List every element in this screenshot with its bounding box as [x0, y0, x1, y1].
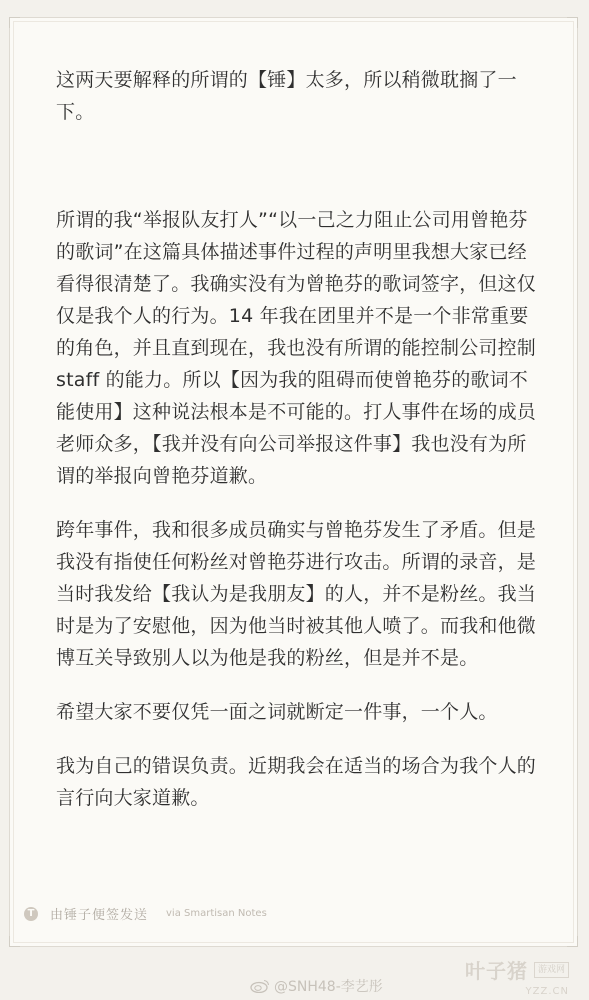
footer-sent-text: 由锤子便签发送 — [50, 908, 149, 923]
corner-bottom-right — [567, 936, 578, 947]
footer-via-text: via Smartisan Notes — [166, 908, 267, 919]
paragraph-apology: 我为自己的错误负责。近期我会在适当的场合为我个人的言行向大家道歉。 — [56, 755, 537, 809]
site-name: 叶子猪 — [464, 959, 528, 983]
weibo-watermark — [250, 976, 383, 996]
corner-bottom-left — [9, 936, 20, 947]
paragraph-statement: 所谓的我“举报队友打人”“以一己之力阻止公司用曾艳芬的歌词”在这篇具体描述事件过程的声明里我想大家已经看得很清楚了。我确实没有为曾艳芬的歌词签字，但这仅仅是我个人的行为。14 年我在团里并不是一个非常重要的角色，并且直到现在，我也没有所谓的能控制公司控制 staff 的能力。所以【因为我的阻碍而使曾艳芬的歌词不能使用】这种说法根本是不可能的。打人事件在场的成员老师众多，【我并没有向公司举报这件事】我也没有为所谓的举报向曾艳芬道歉。 — [56, 209, 537, 487]
site-badge: 游戏网 — [534, 962, 569, 978]
smartisan-icon: T — [24, 907, 38, 921]
paragraph-request: 希望大家不要仅凭一面之词就断定一件事，一个人。 — [56, 701, 498, 723]
note-content — [56, 64, 536, 814]
site-url: YZZ.CN — [525, 986, 569, 997]
site-watermark — [443, 955, 569, 997]
weibo-handle: @SNH48-李艺彤 — [274, 979, 383, 995]
weibo-icon — [250, 979, 270, 993]
paragraph-intro: 这两天要解释的所谓的【锤】太多，所以稍微耽搁了一下。 — [56, 69, 517, 123]
corner-top-left — [9, 17, 20, 28]
corner-top-right — [567, 17, 578, 28]
note-footer — [24, 904, 267, 923]
paragraph-new-year: 跨年事件，我和很多成员确实与曾艳芬发生了矛盾。但是我没有指使任何粉丝对曾艳芬进行攻击。所谓的录音，是当时我发给【我认为是我朋友】的人，并不是粉丝。我当时是为了安慰他，因为他当时被其他人喷了。而我和他微博互关导致别人以为他是我的粉丝，但是并不是。 — [56, 519, 537, 669]
